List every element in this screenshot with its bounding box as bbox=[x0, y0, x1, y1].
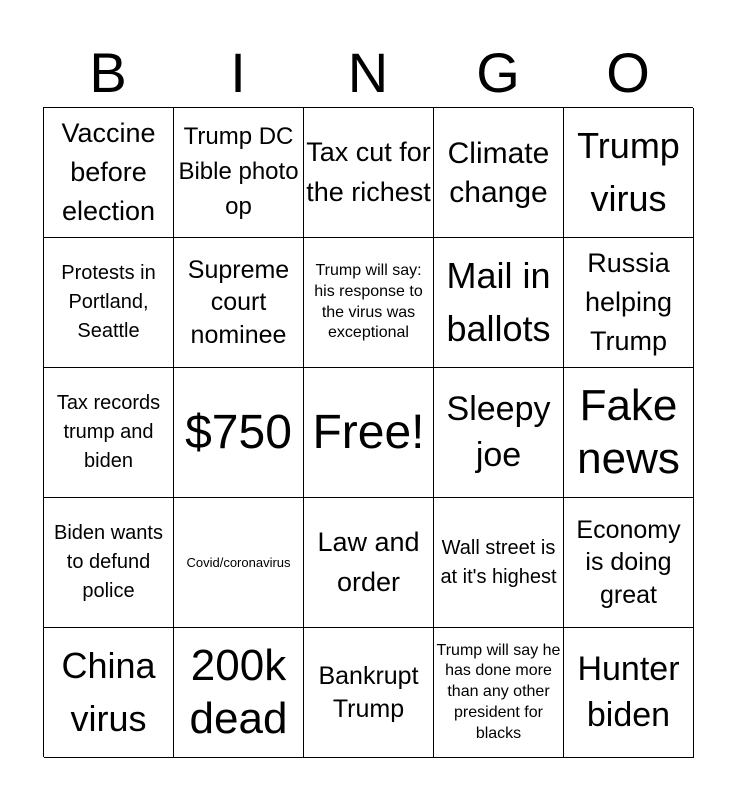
bingo-cell[interactable] bbox=[44, 238, 174, 368]
bingo-cell[interactable] bbox=[564, 498, 694, 628]
bingo-cell[interactable] bbox=[44, 628, 174, 758]
cell-text: Fake news bbox=[577, 380, 680, 483]
cell-text: Supreme court nominee bbox=[187, 255, 290, 349]
bingo-grid bbox=[43, 107, 693, 757]
cell-text: Hunter biden bbox=[577, 649, 680, 734]
bingo-cell[interactable] bbox=[304, 238, 434, 368]
cell-text: China virus bbox=[61, 645, 156, 739]
cell-text: Law and order bbox=[317, 527, 420, 597]
cell-text: Climate change bbox=[447, 136, 550, 209]
bingo-cell[interactable] bbox=[434, 498, 564, 628]
bingo-cell[interactable] bbox=[434, 108, 564, 238]
cell-text: Vaccine before election bbox=[61, 117, 156, 227]
cell-text: 200k dead bbox=[189, 640, 288, 743]
header-letter-g: G bbox=[476, 41, 520, 104]
cell-text: Tax cut for the richest bbox=[306, 137, 431, 207]
cell-text: Russia helping Trump bbox=[584, 247, 673, 357]
bingo-cell[interactable] bbox=[434, 238, 564, 368]
bingo-cell[interactable] bbox=[564, 368, 694, 498]
bingo-cell[interactable] bbox=[564, 238, 694, 368]
bingo-cell[interactable] bbox=[564, 108, 694, 238]
free-space-text: Free! bbox=[312, 405, 425, 459]
bingo-cell[interactable] bbox=[174, 368, 304, 498]
bingo-cell[interactable] bbox=[174, 498, 304, 628]
bingo-cell[interactable] bbox=[174, 628, 304, 758]
bingo-cell[interactable] bbox=[564, 628, 694, 758]
bingo-cell[interactable] bbox=[44, 368, 174, 498]
header-letter-o: O bbox=[606, 41, 650, 104]
cell-text: Mail in ballots bbox=[446, 255, 551, 349]
bingo-cell[interactable] bbox=[174, 108, 304, 238]
cell-text: Covid/coronavirus bbox=[186, 554, 291, 570]
bingo-cell[interactable] bbox=[304, 628, 434, 758]
bingo-cell[interactable] bbox=[304, 108, 434, 238]
cell-text: Protests in Portland, Seattle bbox=[61, 262, 156, 342]
bingo-cell[interactable] bbox=[174, 238, 304, 368]
cell-text: Sleepy joe bbox=[446, 389, 551, 474]
header-letter-b: B bbox=[89, 41, 127, 104]
cell-text: Trump will say: his response to the virus was exceptional bbox=[314, 261, 423, 342]
bingo-cell[interactable] bbox=[44, 108, 174, 238]
bingo-cell[interactable] bbox=[304, 498, 434, 628]
cell-text: Biden wants to defund police bbox=[54, 522, 163, 602]
cell-text: Trump virus bbox=[577, 125, 680, 219]
bingo-cell[interactable] bbox=[434, 368, 564, 498]
cell-text: Tax records trump and biden bbox=[56, 392, 161, 472]
cell-text: Trump will say he has done more than any other president for blacks bbox=[436, 641, 561, 742]
free-space-cell[interactable] bbox=[304, 368, 434, 498]
bingo-cell[interactable] bbox=[434, 628, 564, 758]
cell-text: Trump DC Bible photo op bbox=[178, 123, 299, 220]
cell-text: Bankrupt Trump bbox=[318, 662, 419, 723]
cell-text: Economy is doing great bbox=[576, 515, 681, 609]
header-letter-n: N bbox=[347, 41, 389, 104]
header-letter-i: I bbox=[230, 41, 246, 104]
cell-text: $750 bbox=[185, 405, 292, 459]
bingo-cell[interactable] bbox=[44, 498, 174, 628]
bingo-header bbox=[43, 40, 693, 106]
cell-text: Wall street is at it's highest bbox=[440, 536, 557, 588]
